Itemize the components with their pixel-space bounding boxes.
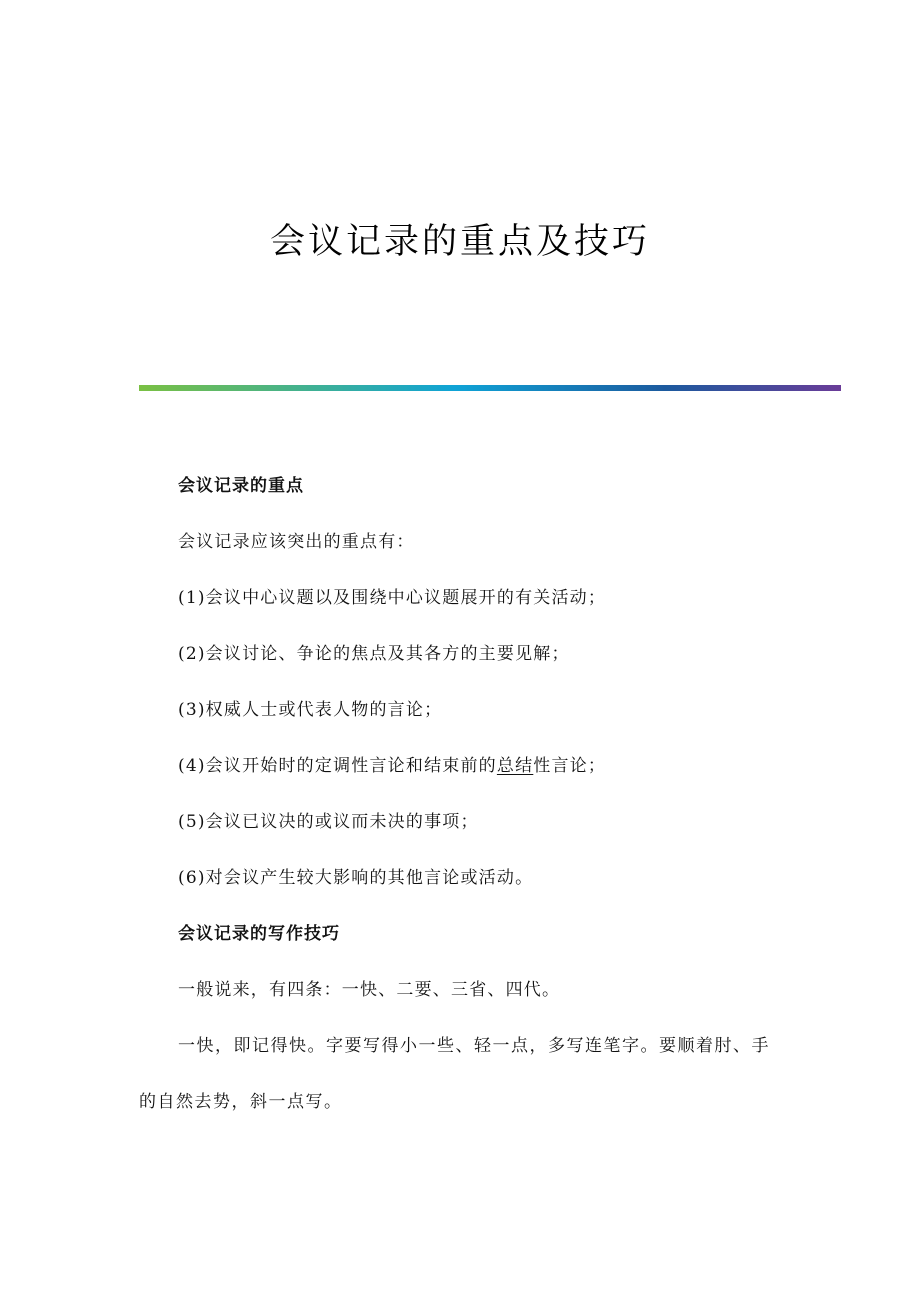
document-body [139,468,779,1149]
summary-link[interactable]: 总结 [496,756,534,776]
section-heading-key-points: 会议记录的重点 [178,476,304,496]
section-intro-key-points: 会议记录应该突出的重点有： [178,532,415,552]
section-intro-writing-tips: 一般说来，有四条：一快、二要、三省、四代。 [178,980,561,1000]
list-item-6: (6)对会议产生较大影响的其他言论或活动。 [178,868,534,888]
list-item-1: (1)会议中心议题以及围绕中心议题展开的有关活动； [178,588,607,608]
list-item-5: (5)会议已议决的或议而未决的事项； [178,812,479,832]
document-title: 会议记录的重点及技巧 [269,222,650,262]
list-item-4 [139,748,779,785]
list-item-4-text: (4)会议开始时的定调性言论和结束前的 [178,756,497,776]
section-heading-writing-tips: 会议记录的写作技巧 [178,924,340,944]
list-item-4-tail: 性言论； [533,756,607,776]
list-item-3: (3)权威人士或代表人物的言论； [178,700,443,720]
list-item-2: (2)会议讨论、争论的焦点及其各方的主要见解； [178,644,570,664]
paragraph-quick: 一快，即记得快。字要写得小一些、轻一点，多写连笔字。要顺着肘、手的自然去势，斜一点写。 [139,1036,770,1112]
gradient-divider [139,385,841,391]
